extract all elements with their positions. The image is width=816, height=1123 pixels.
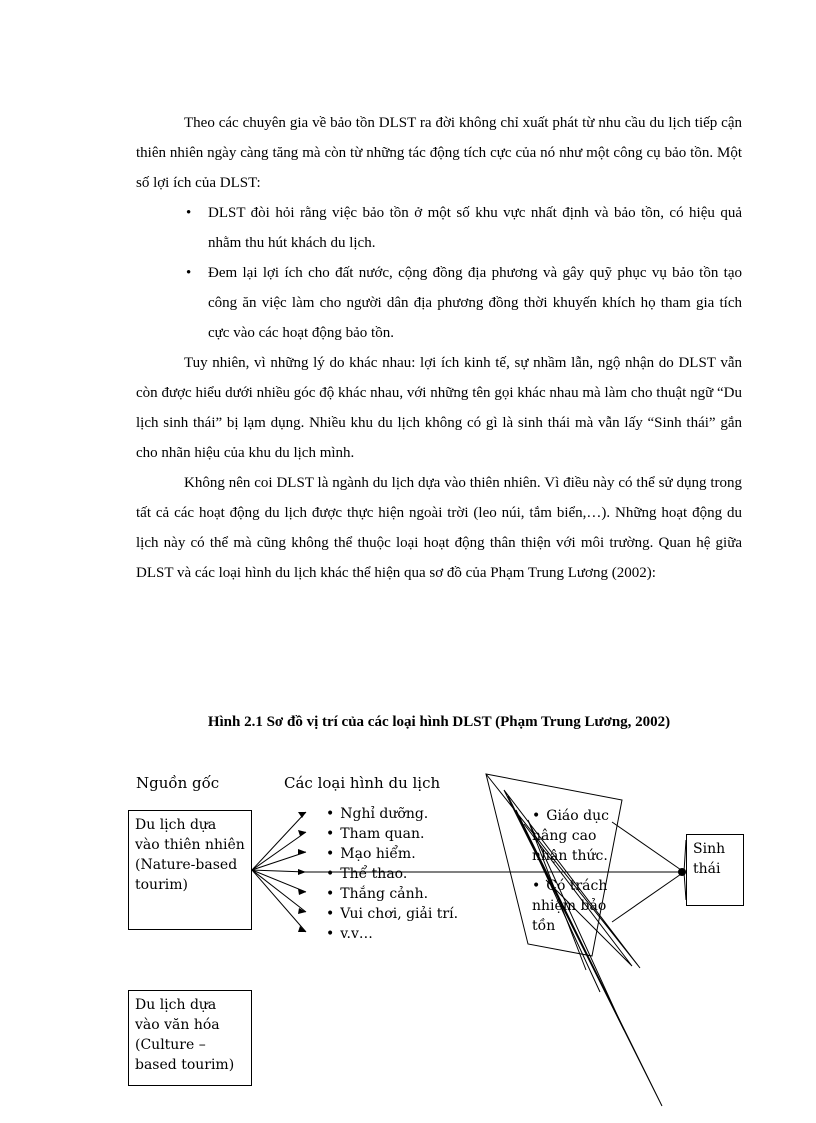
tourism-type-item: • Tham quan. — [326, 824, 458, 844]
eco-criteria-list — [532, 806, 616, 936]
ecotourism-box: Sinh thái — [686, 834, 744, 906]
benefit-item: • Đem lại lợi ích cho đất nước, cộng đồng địa phương và gây quỹ phục vụ bảo tồn tạo công ăn việc làm cho người dân địa phương đồng thời khuyến khích họ tham gia tích cực vào các hoạt động bảo tồn. — [136, 258, 742, 348]
body-text — [136, 108, 742, 588]
tourism-types-list — [326, 804, 458, 944]
paragraph-intro: Theo các chuyên gia về bảo tồn DLST ra đời không chỉ xuất phát từ nhu cầu du lịch tiếp cận thiên nhiên ngày càng tăng mà còn từ những tác động tích cực của nó như một công cụ bảo tồn. Một số lợi ích của DLST: — [136, 115, 742, 191]
tourism-type-item: • Thắng cảnh. — [326, 884, 458, 904]
tourism-type-item: • Nghỉ dưỡng. — [326, 804, 458, 824]
nature-based-box: Du lịch dựa vào thiên nhiên (Nature-based tourim) — [128, 810, 252, 930]
bullet-icon: • — [186, 265, 192, 281]
paragraph-misuse: Tuy nhiên, vì những lý do khác nhau: lợi ích kinh tế, sự nhầm lẫn, ngộ nhận do DLST vẫn còn được hiểu dưới nhiều góc độ khác nhau, với những tên gọi khác nhau mà làm cho thuật ngữ “Du lịch sinh thái” bị lạm dụng. Nhiều khu du lịch không có gì là sinh thái mà vẫn lấy “Sinh thái” gắn cho nhãn hiệu của khu du lịch mình. — [136, 355, 742, 461]
tourism-type-item: • Thể thao. — [326, 864, 458, 884]
bullet-icon: • — [186, 205, 192, 221]
ecotourism-diagram — [0, 760, 816, 1120]
eco-criterion-education: • Giáo dục nâng cao nhận thức. — [532, 806, 616, 866]
origin-header: Nguồn gốc — [136, 774, 220, 792]
types-header: Các loại hình du lịch — [284, 774, 441, 792]
benefit-list — [136, 198, 742, 348]
benefit-item: • DLST đòi hỏi rằng việc bảo tồn ở một số khu vực nhất định và bảo tồn, có hiệu quả nhằm thu hút khách du lịch. — [136, 198, 742, 258]
culture-based-box: Du lịch dựa vào văn hóa (Culture – based tourim) — [128, 990, 252, 1086]
tourism-type-item: • Vui chơi, giải trí. — [326, 904, 458, 924]
paragraph-relation: Không nên coi DLST là ngành du lịch dựa vào thiên nhiên. Vì điều này có thể sử dụng trong tất cả các hoạt động du lịch được thực hiện ngoài trời (leo núi, tắm biển,…). Những hoạt động du lịch này có thể mà cũng không thể thuộc loại hoạt động thân thiện với môi trường. Quan hệ giữa DLST và các loại hình du lịch khác thể hiện qua sơ đồ của Phạm Trung Lương (2002): — [136, 475, 742, 581]
figure-title: Hình 2.1 Sơ đồ vị trí của các loại hình DLST (Phạm Trung Lương, 2002) — [207, 714, 671, 730]
eco-criterion-conservation: • Có trách nhiệm bảo tồn — [532, 876, 616, 936]
tourism-type-item: • Mạo hiểm. — [326, 844, 458, 864]
tourism-type-item: • v.v… — [326, 924, 458, 944]
